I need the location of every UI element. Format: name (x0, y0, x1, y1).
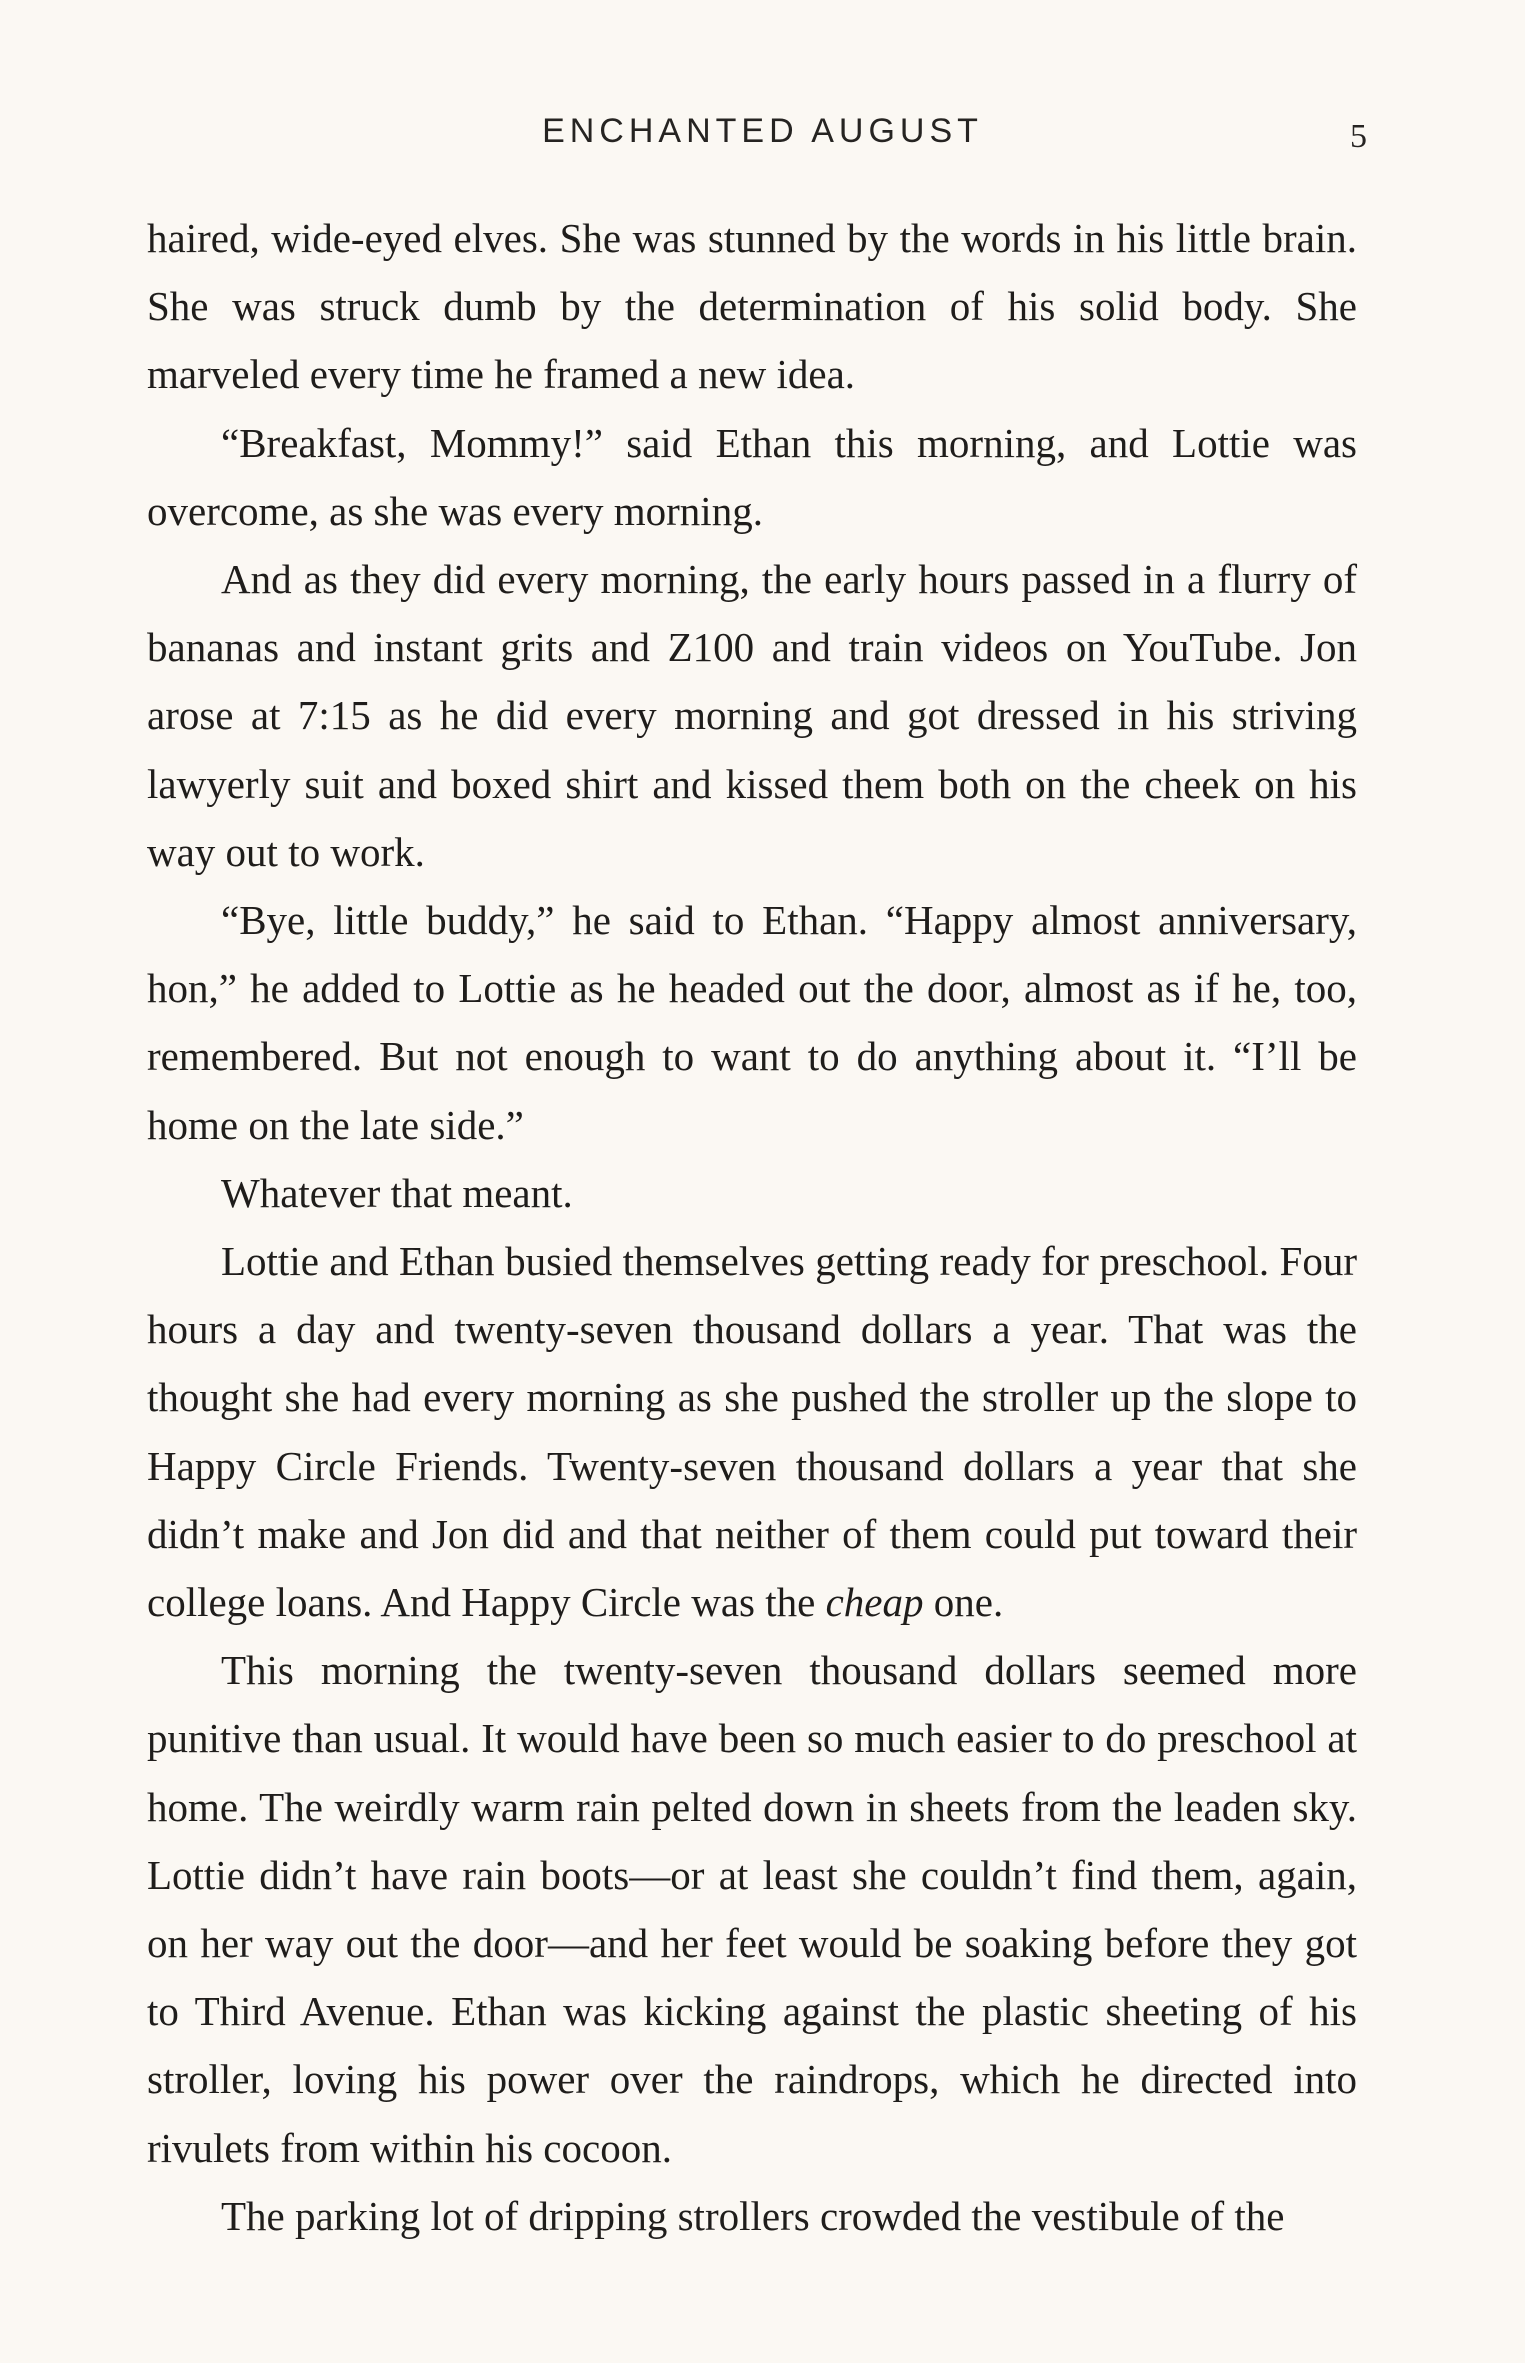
running-head-title: ENCHANTED AUGUST (542, 112, 983, 150)
paragraph-8: The parking lot of dripping strollers crowded the vestibule of the (221, 2192, 1285, 2239)
paragraph-4: “Bye, little buddy,” he said to Ethan. “Happy almost anniversary, hon,” he added to Lottie as he headed out the door, almost as if he, too, remembered. But not enough to want to do anything about it. “I’ll be home on the late side.” (147, 897, 1357, 1148)
paragraph-7: This morning the twenty-seven thousand dollars seemed more punitive than usual. It would have been so much easier to do preschool at home. The weirdly warm rain pelted down in sheets from the leaden sky. Lottie didn’t have rain boots—or at least she couldn’t find them, again, on her way out the door—and her feet would be soaking before they got to Third Avenue. Ethan was kicking against the plastic sheeting of his stroller, loving his power over the raindrops, which he directed into rivulets from within his cocoon. (147, 1647, 1357, 2171)
page-number: 5 (1350, 118, 1367, 155)
paragraph-3: And as they did every morning, the early hours passed in a flurry of bananas and instant grits and Z100 and train videos on YouTube. Jon arose at 7:15 as he did every morning and got dressed in his striving lawyerly suit and boxed shirt and kissed them both on the cheek on his way out to work. (147, 556, 1357, 875)
paragraph-5: Whatever that meant. (221, 1169, 573, 1216)
paragraph-1: haired, wide-eyed elves. She was stunned by the words in his little brain. She was struck dumb by the determination of his solid body. She marveled every time he framed a new idea. (147, 215, 1357, 398)
paragraph-6-emphasis: cheap (825, 1579, 924, 1626)
paragraph-6-text-start: Lottie and Ethan busied themselves getting ready for preschool. Four hours a day and twenty-seven thousand dollars a year. That was the thought she had every morning as she pushed the stroller up the slope to Happy Circle Friends. Twenty-seven thousand dollars a year that she didn’t make and Jon did and that neither of them could put toward their college loans. And Happy Circle was the (147, 1238, 1357, 1626)
body-text (147, 204, 1357, 2250)
paragraph-6-text-end: one. (923, 1579, 1004, 1626)
paragraph-2: “Breakfast, Mommy!” said Ethan this morning, and Lottie was overcome, as she was every morning. (147, 419, 1357, 534)
paragraph-6 (147, 1227, 1357, 1636)
